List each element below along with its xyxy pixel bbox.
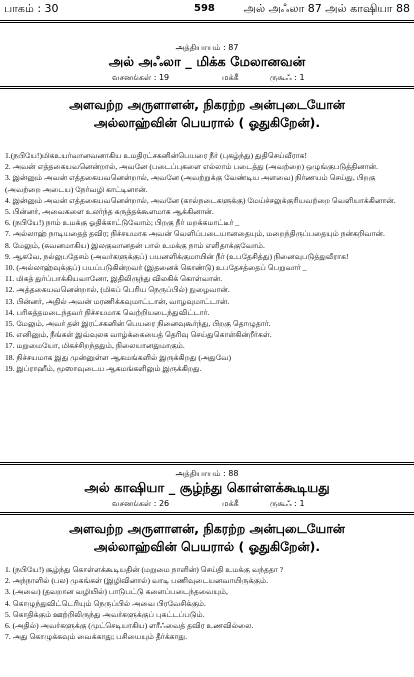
chapter-meta bbox=[0, 498, 414, 510]
bismillah-line-1: அளவற்ற அருளாளன், நிகரற்ற அன்புடையோன் bbox=[69, 97, 345, 112]
verse: 18. நிச்சயமாக இது முன்னுள்ள ஆகமங்களில் இருக்கிறது (அதுவே) bbox=[5, 352, 232, 362]
verse: 7. அல்லாஹ் நாடியதைத் தவிர; நிச்சயமாக அவன் வெளிப்படையானதையும், மறைந்திருப்பதையும் நன்கறிவான். bbox=[5, 229, 385, 239]
bismillah-line-2: அல்லாஹ்வின் பெயரால் ( ஓதுகிறேன்). bbox=[93, 539, 321, 554]
bismillah-line-2: அல்லாஹ்வின் பெயரால் ( ஓதுகிறேன்). bbox=[93, 115, 321, 130]
part-number: பாகம் : 30 bbox=[4, 2, 59, 15]
verse: 4. கொழுந்துவிட்டெரியும் நெருப்பில் அவை பிரவேசிக்கும். bbox=[5, 598, 206, 608]
ruku-count: ருகூஃ : 1 bbox=[270, 499, 305, 508]
verse-list-87 bbox=[5, 150, 410, 374]
verse-count: வசனங்கள் : 26 bbox=[112, 499, 170, 508]
chapter-label: அத்தியாயம் : 88 bbox=[175, 469, 239, 478]
bismillah-line-1: அளவற்ற அருளாளன், நிகரற்ற அன்புடையோன் bbox=[69, 521, 345, 536]
verse: 7. அது கொழுக்கவும் வைக்காது; பசியையும் தீர்க்காது. bbox=[5, 632, 187, 642]
verse: 2. அவன் எத்தகையவனென்றால், அவனே (படைப்புகளை எல்லாம் படைத்து (அவற்றை) ஒழுங்குபடுத்தினான். bbox=[5, 162, 378, 172]
verse: 9. ஆகவே, நல்லுபதேசம் (அவர்களுக்குப்) பயனளிக்குமாயின் நீர் (உபதேசித்து) நினைவுபடுத்துவீராக! bbox=[5, 251, 349, 261]
verse: 8. மேலும், (சுவனமாகிய) இலகுவானதன் பால் உமக்கு நாம் எளிதாக்குவோம். bbox=[5, 240, 265, 250]
verse: 6. (அதில்) அவர்களுக்கு (முட்செடியாகிய) ளரீஃவைத் தவிர உணவில்லை. bbox=[5, 621, 254, 631]
verse: 16. எனினும், நீங்கள் இவ்வுலக வாழ்க்கையைத் தெரிவு செய்துகொள்கின்றீர்கள். bbox=[5, 330, 272, 340]
header-divider bbox=[0, 20, 414, 23]
verse: 2. அந்நாளில் (பல) முகங்கள் (இழிவினால்) வாடி பணிவுடையனவாயிருக்கும். bbox=[5, 576, 269, 586]
chapter-label: அத்தியாயம் : 87 bbox=[175, 43, 239, 52]
verse-list-88 bbox=[5, 564, 410, 642]
verse: 17. மறுமையோ, மிகச்சிறந்ததும், நிலையானதுமாகும். bbox=[5, 341, 185, 351]
chapter-title: அல் அஃலா _ மிக்க மேலானவன் bbox=[108, 55, 306, 70]
chapter-divider bbox=[0, 512, 414, 515]
verse: 14. பரிசுத்தமடைந்தவர் நிச்சயமாக வெற்றியடைந்துவிட்டார். bbox=[5, 307, 210, 317]
page-header bbox=[0, 0, 414, 18]
verse: 19. இப்ராஹீம், மூஸாவுடைய ஆகமங்களிலும் இருக்கிறது. bbox=[5, 363, 202, 373]
chapter-heading-88 bbox=[0, 468, 414, 510]
bismillah bbox=[0, 96, 414, 132]
verse: 6. (நபியே!) நாம் உமக்கு ஓதிக்காட்டுவோம்; பிறகு நீர் மறக்கமாட்டீர் _ bbox=[5, 218, 240, 228]
verse: 3. இன்னும் அவன் எத்தகையவனென்றால், அவனே (அவற்றுக்கு வேண்டிய அளவை) நிர்ணயம் செய்து, பிறகு (அவற்றை அடைய) நேர்வழி காட்டினான். bbox=[5, 173, 376, 194]
verse: 1.(நபியே!)மிகஉயர்வானவனாகிய உமதிரட்சகனின்பெயரை நீர் (புகழ்ந்து) துதிசெய்வீராக! bbox=[5, 151, 308, 160]
chapter-heading-87 bbox=[0, 42, 414, 84]
chapter-meta bbox=[0, 72, 414, 84]
chapter-divider bbox=[0, 462, 414, 465]
verse: 15. மேலும், அவர் தன் இரட்சகனின் பெயரை நினைவுகூர்ந்து, பிறகு தொழுதார். bbox=[5, 319, 271, 329]
chapter-divider bbox=[0, 86, 414, 89]
bismillah bbox=[0, 520, 414, 556]
page-number: 598 bbox=[194, 3, 215, 14]
surah-range: அல் அஃலா 87 அல் காஷியா 88 bbox=[243, 2, 410, 15]
revelation-place: மக்கீ bbox=[222, 499, 239, 508]
verse: 13. பின்னர், அதில் அவன் மரணிக்கவுமாட்டான், வாழவுமாட்டான். bbox=[5, 296, 230, 306]
verse: 5. பின்னர், அவைகளை உலர்ந்த கருத்தக்கூளமாக ஆக்கினான். bbox=[5, 207, 214, 217]
ruku-count: ருகூஃ : 1 bbox=[270, 73, 305, 82]
verse: 11. மிகத் துர்ப்பாக்கியவானோ, இதிலிருந்து விலகிக் கொள்வான். bbox=[5, 274, 223, 284]
revelation-place: மக்கீ bbox=[222, 73, 239, 82]
verse: 12. அத்தகையவனென்றால், (மிகப் பெரிய நெருப்பில்) நுழைவான். bbox=[5, 285, 230, 295]
verse: 10. (அல்லாஹ்வுக்குப்) பயப்படுகின்றவர் (இதனைக் கொண்டு) உபதேசத்தைப் பெறுவார் _ bbox=[5, 263, 307, 273]
verse: 4. இன்னும் அவன் எத்தகையவனென்றால், அவனே (கால்நடைகளுக்கு) மேய்ச்சலுக்குரியவற்றை வெளியாக்கினான். bbox=[5, 195, 396, 205]
verse: 3. (அவை) (தவறான வழியில்) பாடுபட்டு களைப்படைந்தவையும், bbox=[5, 587, 228, 597]
verse: 5. கொதிக்கும் ஊற்றிலிருந்து அவர்களுக்குப் புகட்டப்படும். bbox=[5, 609, 205, 619]
verse: 1. (நபியே!) சூழ்ந்து கொள்ளக்கூடியதின் (மறுமை நாளின்) செய்தி உமக்கு வந்ததா ? bbox=[5, 565, 284, 574]
verse-count: வசனங்கள் : 19 bbox=[112, 73, 170, 82]
chapter-title: அல் காஷியா _ சூழ்ந்து கொள்ளக்கூடியது bbox=[84, 481, 330, 496]
